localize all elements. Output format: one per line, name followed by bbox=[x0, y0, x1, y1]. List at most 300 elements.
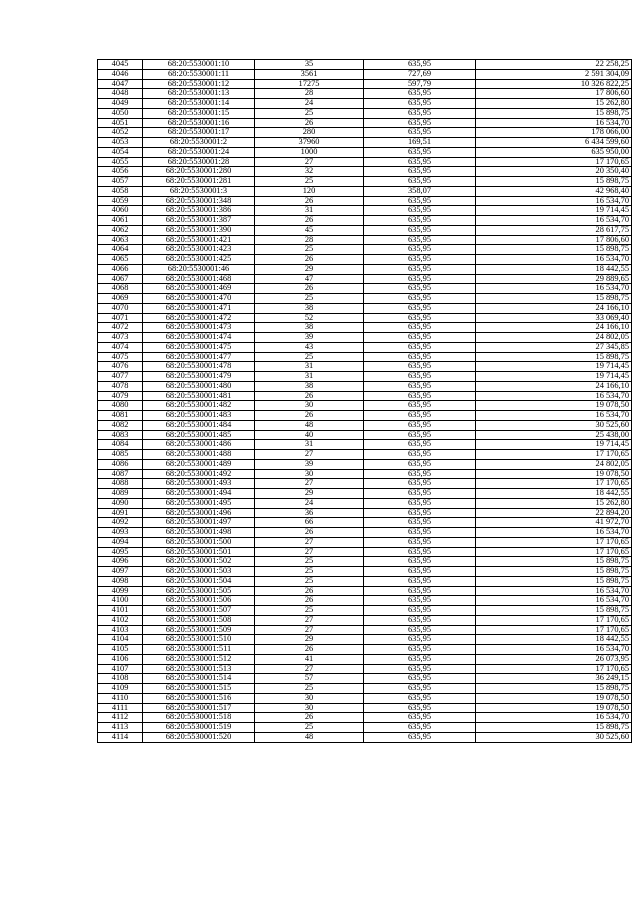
table-row bbox=[98, 459, 632, 469]
specific-value-cell: 635,95 bbox=[364, 518, 476, 528]
row-number-cell: 4093 bbox=[98, 528, 143, 538]
cadastral-value-cell: 17 170,65 bbox=[476, 450, 632, 460]
cadastral-value-table bbox=[97, 59, 632, 743]
area-cell: 26 bbox=[255, 586, 364, 596]
row-number-cell: 4109 bbox=[98, 684, 143, 694]
area-cell: 25 bbox=[255, 684, 364, 694]
specific-value-cell: 635,95 bbox=[364, 625, 476, 635]
cadastral-value-cell: 19 078,50 bbox=[476, 703, 632, 713]
table-row bbox=[98, 576, 632, 586]
cadastral-value-cell: 17 806,60 bbox=[476, 235, 632, 245]
cadastral-value-cell: 15 898,75 bbox=[476, 177, 632, 187]
area-cell: 35 bbox=[255, 60, 364, 70]
cadastral-number-cell: 68:20:5530001:510 bbox=[143, 635, 255, 645]
row-number-cell: 4058 bbox=[98, 186, 143, 196]
cadastral-number-cell: 68:20:5530001:483 bbox=[143, 411, 255, 421]
area-cell: 27 bbox=[255, 157, 364, 167]
cadastral-number-cell: 68:20:5530001:3 bbox=[143, 186, 255, 196]
row-number-cell: 4092 bbox=[98, 518, 143, 528]
cadastral-value-cell: 26 073,95 bbox=[476, 654, 632, 664]
table-row bbox=[98, 508, 632, 518]
cadastral-value-cell: 18 442,55 bbox=[476, 264, 632, 274]
table-row bbox=[98, 713, 632, 723]
cadastral-value-cell: 29 889,65 bbox=[476, 274, 632, 284]
cadastral-number-cell: 68:20:5530001:485 bbox=[143, 430, 255, 440]
specific-value-cell: 635,95 bbox=[364, 586, 476, 596]
area-cell: 57 bbox=[255, 674, 364, 684]
area-cell: 120 bbox=[255, 186, 364, 196]
table-row bbox=[98, 157, 632, 167]
cadastral-number-cell: 68:20:5530001:519 bbox=[143, 723, 255, 733]
specific-value-cell: 635,95 bbox=[364, 732, 476, 742]
area-cell: 30 bbox=[255, 401, 364, 411]
table-row bbox=[98, 615, 632, 625]
row-number-cell: 4088 bbox=[98, 479, 143, 489]
cadastral-number-cell: 68:20:5530001:482 bbox=[143, 401, 255, 411]
row-number-cell: 4101 bbox=[98, 606, 143, 616]
specific-value-cell: 635,95 bbox=[364, 167, 476, 177]
row-number-cell: 4086 bbox=[98, 459, 143, 469]
cadastral-value-cell: 15 898,75 bbox=[476, 567, 632, 577]
area-cell: 27 bbox=[255, 615, 364, 625]
table-row bbox=[98, 703, 632, 713]
cadastral-value-cell: 25 438,00 bbox=[476, 430, 632, 440]
specific-value-cell: 635,95 bbox=[364, 245, 476, 255]
cadastral-number-cell: 68:20:5530001:520 bbox=[143, 732, 255, 742]
table-row bbox=[98, 235, 632, 245]
area-cell: 30 bbox=[255, 693, 364, 703]
cadastral-number-cell: 68:20:5530001:15 bbox=[143, 108, 255, 118]
cadastral-value-cell: 15 898,75 bbox=[476, 606, 632, 616]
table-row bbox=[98, 420, 632, 430]
cadastral-value-cell: 17 170,65 bbox=[476, 625, 632, 635]
row-number-cell: 4095 bbox=[98, 547, 143, 557]
table-row bbox=[98, 684, 632, 694]
row-number-cell: 4108 bbox=[98, 674, 143, 684]
cadastral-value-cell: 15 898,75 bbox=[476, 557, 632, 567]
cadastral-number-cell: 68:20:5530001:515 bbox=[143, 684, 255, 694]
area-cell: 48 bbox=[255, 420, 364, 430]
row-number-cell: 4087 bbox=[98, 469, 143, 479]
table-row bbox=[98, 313, 632, 323]
table-row bbox=[98, 469, 632, 479]
specific-value-cell: 635,95 bbox=[364, 89, 476, 99]
cadastral-number-cell: 68:20:5530001:500 bbox=[143, 537, 255, 547]
table-row bbox=[98, 606, 632, 616]
table-row bbox=[98, 635, 632, 645]
specific-value-cell: 635,95 bbox=[364, 420, 476, 430]
area-cell: 30 bbox=[255, 469, 364, 479]
area-cell: 25 bbox=[255, 606, 364, 616]
specific-value-cell: 635,95 bbox=[364, 323, 476, 333]
area-cell: 31 bbox=[255, 372, 364, 382]
area-cell: 37960 bbox=[255, 138, 364, 148]
specific-value-cell: 358,07 bbox=[364, 186, 476, 196]
area-cell: 30 bbox=[255, 703, 364, 713]
specific-value-cell: 635,95 bbox=[364, 615, 476, 625]
area-cell: 26 bbox=[255, 196, 364, 206]
area-cell: 280 bbox=[255, 128, 364, 138]
row-number-cell: 4065 bbox=[98, 255, 143, 265]
cadastral-number-cell: 68:20:5530001:481 bbox=[143, 391, 255, 401]
cadastral-number-cell: 68:20:5530001:507 bbox=[143, 606, 255, 616]
cadastral-number-cell: 68:20:5530001:498 bbox=[143, 528, 255, 538]
row-number-cell: 4069 bbox=[98, 294, 143, 304]
cadastral-number-cell: 68:20:5530001:484 bbox=[143, 420, 255, 430]
specific-value-cell: 635,95 bbox=[364, 674, 476, 684]
area-cell: 26 bbox=[255, 284, 364, 294]
cadastral-number-cell: 68:20:5530001:501 bbox=[143, 547, 255, 557]
cadastral-value-cell: 24 802,05 bbox=[476, 459, 632, 469]
cadastral-number-cell: 68:20:5530001:488 bbox=[143, 450, 255, 460]
row-number-cell: 4047 bbox=[98, 79, 143, 89]
row-number-cell: 4102 bbox=[98, 615, 143, 625]
area-cell: 38 bbox=[255, 381, 364, 391]
specific-value-cell: 635,95 bbox=[364, 469, 476, 479]
cadastral-number-cell: 68:20:5530001:479 bbox=[143, 372, 255, 382]
specific-value-cell: 635,95 bbox=[364, 459, 476, 469]
cadastral-value-cell: 36 249,15 bbox=[476, 674, 632, 684]
cadastral-number-cell: 68:20:5530001:470 bbox=[143, 294, 255, 304]
cadastral-value-cell: 42 968,40 bbox=[476, 186, 632, 196]
row-number-cell: 4096 bbox=[98, 557, 143, 567]
cadastral-value-cell: 33 069,40 bbox=[476, 313, 632, 323]
specific-value-cell: 635,95 bbox=[364, 664, 476, 674]
row-number-cell: 4074 bbox=[98, 342, 143, 352]
table-row bbox=[98, 108, 632, 118]
specific-value-cell: 635,95 bbox=[364, 372, 476, 382]
area-cell: 27 bbox=[255, 450, 364, 460]
area-cell: 29 bbox=[255, 635, 364, 645]
specific-value-cell: 635,95 bbox=[364, 206, 476, 216]
row-number-cell: 4090 bbox=[98, 498, 143, 508]
specific-value-cell: 635,95 bbox=[364, 274, 476, 284]
cadastral-number-cell: 68:20:5530001:14 bbox=[143, 99, 255, 109]
row-number-cell: 4070 bbox=[98, 303, 143, 313]
area-cell: 25 bbox=[255, 723, 364, 733]
row-number-cell: 4080 bbox=[98, 401, 143, 411]
cadastral-value-cell: 24 166,10 bbox=[476, 323, 632, 333]
area-cell: 39 bbox=[255, 333, 364, 343]
area-cell: 27 bbox=[255, 625, 364, 635]
table-row bbox=[98, 69, 632, 79]
specific-value-cell: 635,95 bbox=[364, 108, 476, 118]
table-row bbox=[98, 303, 632, 313]
cadastral-value-cell: 28 617,75 bbox=[476, 225, 632, 235]
specific-value-cell: 635,95 bbox=[364, 294, 476, 304]
cadastral-number-cell: 68:20:5530001:280 bbox=[143, 167, 255, 177]
cadastral-value-cell: 15 898,75 bbox=[476, 294, 632, 304]
specific-value-cell: 635,95 bbox=[364, 284, 476, 294]
table-row bbox=[98, 147, 632, 157]
area-cell: 24 bbox=[255, 99, 364, 109]
specific-value-cell: 635,95 bbox=[364, 684, 476, 694]
row-number-cell: 4100 bbox=[98, 596, 143, 606]
table-row bbox=[98, 557, 632, 567]
row-number-cell: 4105 bbox=[98, 645, 143, 655]
cadastral-value-cell: 24 166,10 bbox=[476, 303, 632, 313]
cadastral-number-cell: 68:20:5530001:495 bbox=[143, 498, 255, 508]
cadastral-value-cell: 16 534,70 bbox=[476, 645, 632, 655]
table-row bbox=[98, 99, 632, 109]
area-cell: 27 bbox=[255, 537, 364, 547]
cadastral-value-cell: 15 898,75 bbox=[476, 684, 632, 694]
cadastral-number-cell: 68:20:5530001:493 bbox=[143, 479, 255, 489]
cadastral-value-cell: 19 078,50 bbox=[476, 469, 632, 479]
area-cell: 27 bbox=[255, 664, 364, 674]
specific-value-cell: 635,95 bbox=[364, 567, 476, 577]
area-cell: 28 bbox=[255, 235, 364, 245]
row-number-cell: 4091 bbox=[98, 508, 143, 518]
area-cell: 29 bbox=[255, 264, 364, 274]
cadastral-number-cell: 68:20:5530001:508 bbox=[143, 615, 255, 625]
table-row bbox=[98, 362, 632, 372]
row-number-cell: 4097 bbox=[98, 567, 143, 577]
specific-value-cell: 635,95 bbox=[364, 333, 476, 343]
row-number-cell: 4076 bbox=[98, 362, 143, 372]
area-cell: 25 bbox=[255, 557, 364, 567]
cadastral-value-cell: 17 170,65 bbox=[476, 615, 632, 625]
cadastral-value-cell: 30 525,60 bbox=[476, 420, 632, 430]
cadastral-number-cell: 68:20:5530001:28 bbox=[143, 157, 255, 167]
row-number-cell: 4075 bbox=[98, 352, 143, 362]
row-number-cell: 4052 bbox=[98, 128, 143, 138]
row-number-cell: 4060 bbox=[98, 206, 143, 216]
cadastral-value-cell: 15 898,75 bbox=[476, 576, 632, 586]
row-number-cell: 4046 bbox=[98, 69, 143, 79]
cadastral-value-cell: 6 434 599,60 bbox=[476, 138, 632, 148]
row-number-cell: 4049 bbox=[98, 99, 143, 109]
table-row bbox=[98, 167, 632, 177]
row-number-cell: 4059 bbox=[98, 196, 143, 206]
cadastral-number-cell: 68:20:5530001:475 bbox=[143, 342, 255, 352]
area-cell: 26 bbox=[255, 216, 364, 226]
table-row bbox=[98, 89, 632, 99]
table-row bbox=[98, 274, 632, 284]
table-row bbox=[98, 206, 632, 216]
cadastral-number-cell: 68:20:5530001:489 bbox=[143, 459, 255, 469]
area-cell: 45 bbox=[255, 225, 364, 235]
table-row bbox=[98, 430, 632, 440]
row-number-cell: 4113 bbox=[98, 723, 143, 733]
cadastral-value-cell: 19 714,45 bbox=[476, 372, 632, 382]
table-row bbox=[98, 323, 632, 333]
row-number-cell: 4078 bbox=[98, 381, 143, 391]
cadastral-value-cell: 19 714,45 bbox=[476, 440, 632, 450]
specific-value-cell: 635,95 bbox=[364, 576, 476, 586]
area-cell: 31 bbox=[255, 362, 364, 372]
row-number-cell: 4063 bbox=[98, 235, 143, 245]
cadastral-value-cell: 15 262,80 bbox=[476, 498, 632, 508]
cadastral-number-cell: 68:20:5530001:518 bbox=[143, 713, 255, 723]
row-number-cell: 4079 bbox=[98, 391, 143, 401]
area-cell: 36 bbox=[255, 508, 364, 518]
cadastral-number-cell: 68:20:5530001:46 bbox=[143, 264, 255, 274]
cadastral-number-cell: 68:20:5530001:505 bbox=[143, 586, 255, 596]
cadastral-number-cell: 68:20:5530001:387 bbox=[143, 216, 255, 226]
cadastral-value-cell: 16 534,70 bbox=[476, 391, 632, 401]
specific-value-cell: 635,95 bbox=[364, 225, 476, 235]
area-cell: 26 bbox=[255, 255, 364, 265]
table-row bbox=[98, 537, 632, 547]
cadastral-number-cell: 68:20:5530001:478 bbox=[143, 362, 255, 372]
area-cell: 27 bbox=[255, 547, 364, 557]
cadastral-number-cell: 68:20:5530001:17 bbox=[143, 128, 255, 138]
row-number-cell: 4053 bbox=[98, 138, 143, 148]
row-number-cell: 4068 bbox=[98, 284, 143, 294]
table-row bbox=[98, 294, 632, 304]
area-cell: 31 bbox=[255, 440, 364, 450]
cadastral-number-cell: 68:20:5530001:480 bbox=[143, 381, 255, 391]
table-row bbox=[98, 196, 632, 206]
cadastral-number-cell: 68:20:5530001:10 bbox=[143, 60, 255, 70]
cadastral-number-cell: 68:20:5530001:2 bbox=[143, 138, 255, 148]
table-row bbox=[98, 372, 632, 382]
row-number-cell: 4077 bbox=[98, 372, 143, 382]
specific-value-cell: 635,95 bbox=[364, 430, 476, 440]
area-cell: 25 bbox=[255, 108, 364, 118]
cadastral-number-cell: 68:20:5530001:13 bbox=[143, 89, 255, 99]
cadastral-value-cell: 16 534,70 bbox=[476, 586, 632, 596]
specific-value-cell: 635,95 bbox=[364, 362, 476, 372]
row-number-cell: 4061 bbox=[98, 216, 143, 226]
specific-value-cell: 635,95 bbox=[364, 489, 476, 499]
row-number-cell: 4050 bbox=[98, 108, 143, 118]
specific-value-cell: 635,95 bbox=[364, 313, 476, 323]
cadastral-value-cell: 15 898,75 bbox=[476, 245, 632, 255]
row-number-cell: 4106 bbox=[98, 654, 143, 664]
table-row bbox=[98, 255, 632, 265]
specific-value-cell: 635,95 bbox=[364, 606, 476, 616]
area-cell: 26 bbox=[255, 391, 364, 401]
table-row bbox=[98, 674, 632, 684]
cadastral-number-cell: 68:20:5530001:512 bbox=[143, 654, 255, 664]
cadastral-number-cell: 68:20:5530001:348 bbox=[143, 196, 255, 206]
cadastral-number-cell: 68:20:5530001:472 bbox=[143, 313, 255, 323]
cadastral-number-cell: 68:20:5530001:506 bbox=[143, 596, 255, 606]
area-cell: 31 bbox=[255, 206, 364, 216]
area-cell: 25 bbox=[255, 294, 364, 304]
row-number-cell: 4051 bbox=[98, 118, 143, 128]
cadastral-value-cell: 19 714,45 bbox=[476, 362, 632, 372]
area-cell: 39 bbox=[255, 459, 364, 469]
row-number-cell: 4098 bbox=[98, 576, 143, 586]
table-row bbox=[98, 440, 632, 450]
specific-value-cell: 635,95 bbox=[364, 391, 476, 401]
table-row bbox=[98, 352, 632, 362]
area-cell: 41 bbox=[255, 654, 364, 664]
cadastral-value-cell: 2 591 304,09 bbox=[476, 69, 632, 79]
table-row bbox=[98, 381, 632, 391]
table-row bbox=[98, 401, 632, 411]
cadastral-value-cell: 41 972,70 bbox=[476, 518, 632, 528]
row-number-cell: 4112 bbox=[98, 713, 143, 723]
cadastral-value-cell: 16 534,70 bbox=[476, 216, 632, 226]
cadastral-number-cell: 68:20:5530001:16 bbox=[143, 118, 255, 128]
cadastral-number-cell: 68:20:5530001:281 bbox=[143, 177, 255, 187]
table-row bbox=[98, 732, 632, 742]
cadastral-number-cell: 68:20:5530001:509 bbox=[143, 625, 255, 635]
area-cell: 3561 bbox=[255, 69, 364, 79]
table-row bbox=[98, 128, 632, 138]
row-number-cell: 4067 bbox=[98, 274, 143, 284]
table-row bbox=[98, 547, 632, 557]
cadastral-number-cell: 68:20:5530001:474 bbox=[143, 333, 255, 343]
cadastral-value-cell: 22 258,25 bbox=[476, 60, 632, 70]
table-row bbox=[98, 284, 632, 294]
row-number-cell: 4072 bbox=[98, 323, 143, 333]
specific-value-cell: 635,95 bbox=[364, 537, 476, 547]
area-cell: 25 bbox=[255, 245, 364, 255]
table-row bbox=[98, 567, 632, 577]
cadastral-value-cell: 17 170,65 bbox=[476, 157, 632, 167]
area-cell: 1000 bbox=[255, 147, 364, 157]
row-number-cell: 4089 bbox=[98, 489, 143, 499]
table-body bbox=[98, 60, 632, 743]
cadastral-number-cell: 68:20:5530001:514 bbox=[143, 674, 255, 684]
cadastral-value-cell: 18 442,55 bbox=[476, 489, 632, 499]
table-row bbox=[98, 596, 632, 606]
row-number-cell: 4073 bbox=[98, 333, 143, 343]
specific-value-cell: 635,95 bbox=[364, 235, 476, 245]
cadastral-value-cell: 15 898,75 bbox=[476, 108, 632, 118]
area-cell: 38 bbox=[255, 303, 364, 313]
table-row bbox=[98, 333, 632, 343]
cadastral-value-cell: 15 262,80 bbox=[476, 99, 632, 109]
cadastral-number-cell: 68:20:5530001:468 bbox=[143, 274, 255, 284]
cadastral-number-cell: 68:20:5530001:390 bbox=[143, 225, 255, 235]
row-number-cell: 4110 bbox=[98, 693, 143, 703]
cadastral-number-cell: 68:20:5530001:496 bbox=[143, 508, 255, 518]
table-row bbox=[98, 586, 632, 596]
cadastral-number-cell: 68:20:5530001:421 bbox=[143, 235, 255, 245]
specific-value-cell: 635,95 bbox=[364, 723, 476, 733]
row-number-cell: 4099 bbox=[98, 586, 143, 596]
area-cell: 32 bbox=[255, 167, 364, 177]
cadastral-value-cell: 18 442,55 bbox=[476, 635, 632, 645]
specific-value-cell: 635,95 bbox=[364, 479, 476, 489]
cadastral-value-cell: 17 170,65 bbox=[476, 664, 632, 674]
cadastral-number-cell: 68:20:5530001:386 bbox=[143, 206, 255, 216]
specific-value-cell: 635,95 bbox=[364, 147, 476, 157]
specific-value-cell: 635,95 bbox=[364, 693, 476, 703]
cadastral-number-cell: 68:20:5530001:516 bbox=[143, 693, 255, 703]
cadastral-number-cell: 68:20:5530001:513 bbox=[143, 664, 255, 674]
table-row bbox=[98, 645, 632, 655]
area-cell: 43 bbox=[255, 342, 364, 352]
specific-value-cell: 635,95 bbox=[364, 547, 476, 557]
table-row bbox=[98, 118, 632, 128]
cadastral-value-cell: 24 166,10 bbox=[476, 381, 632, 391]
table-row bbox=[98, 411, 632, 421]
cadastral-number-cell: 68:20:5530001:471 bbox=[143, 303, 255, 313]
table-row bbox=[98, 479, 632, 489]
table-row bbox=[98, 518, 632, 528]
table-row bbox=[98, 450, 632, 460]
row-number-cell: 4048 bbox=[98, 89, 143, 99]
cadastral-number-cell: 68:20:5530001:425 bbox=[143, 255, 255, 265]
specific-value-cell: 635,95 bbox=[364, 528, 476, 538]
specific-value-cell: 635,95 bbox=[364, 596, 476, 606]
table-row bbox=[98, 654, 632, 664]
area-cell: 47 bbox=[255, 274, 364, 284]
specific-value-cell: 635,95 bbox=[364, 352, 476, 362]
cadastral-value-cell: 22 894,20 bbox=[476, 508, 632, 518]
row-number-cell: 4054 bbox=[98, 147, 143, 157]
cadastral-number-cell: 68:20:5530001:511 bbox=[143, 645, 255, 655]
specific-value-cell: 635,95 bbox=[364, 557, 476, 567]
table-row bbox=[98, 177, 632, 187]
